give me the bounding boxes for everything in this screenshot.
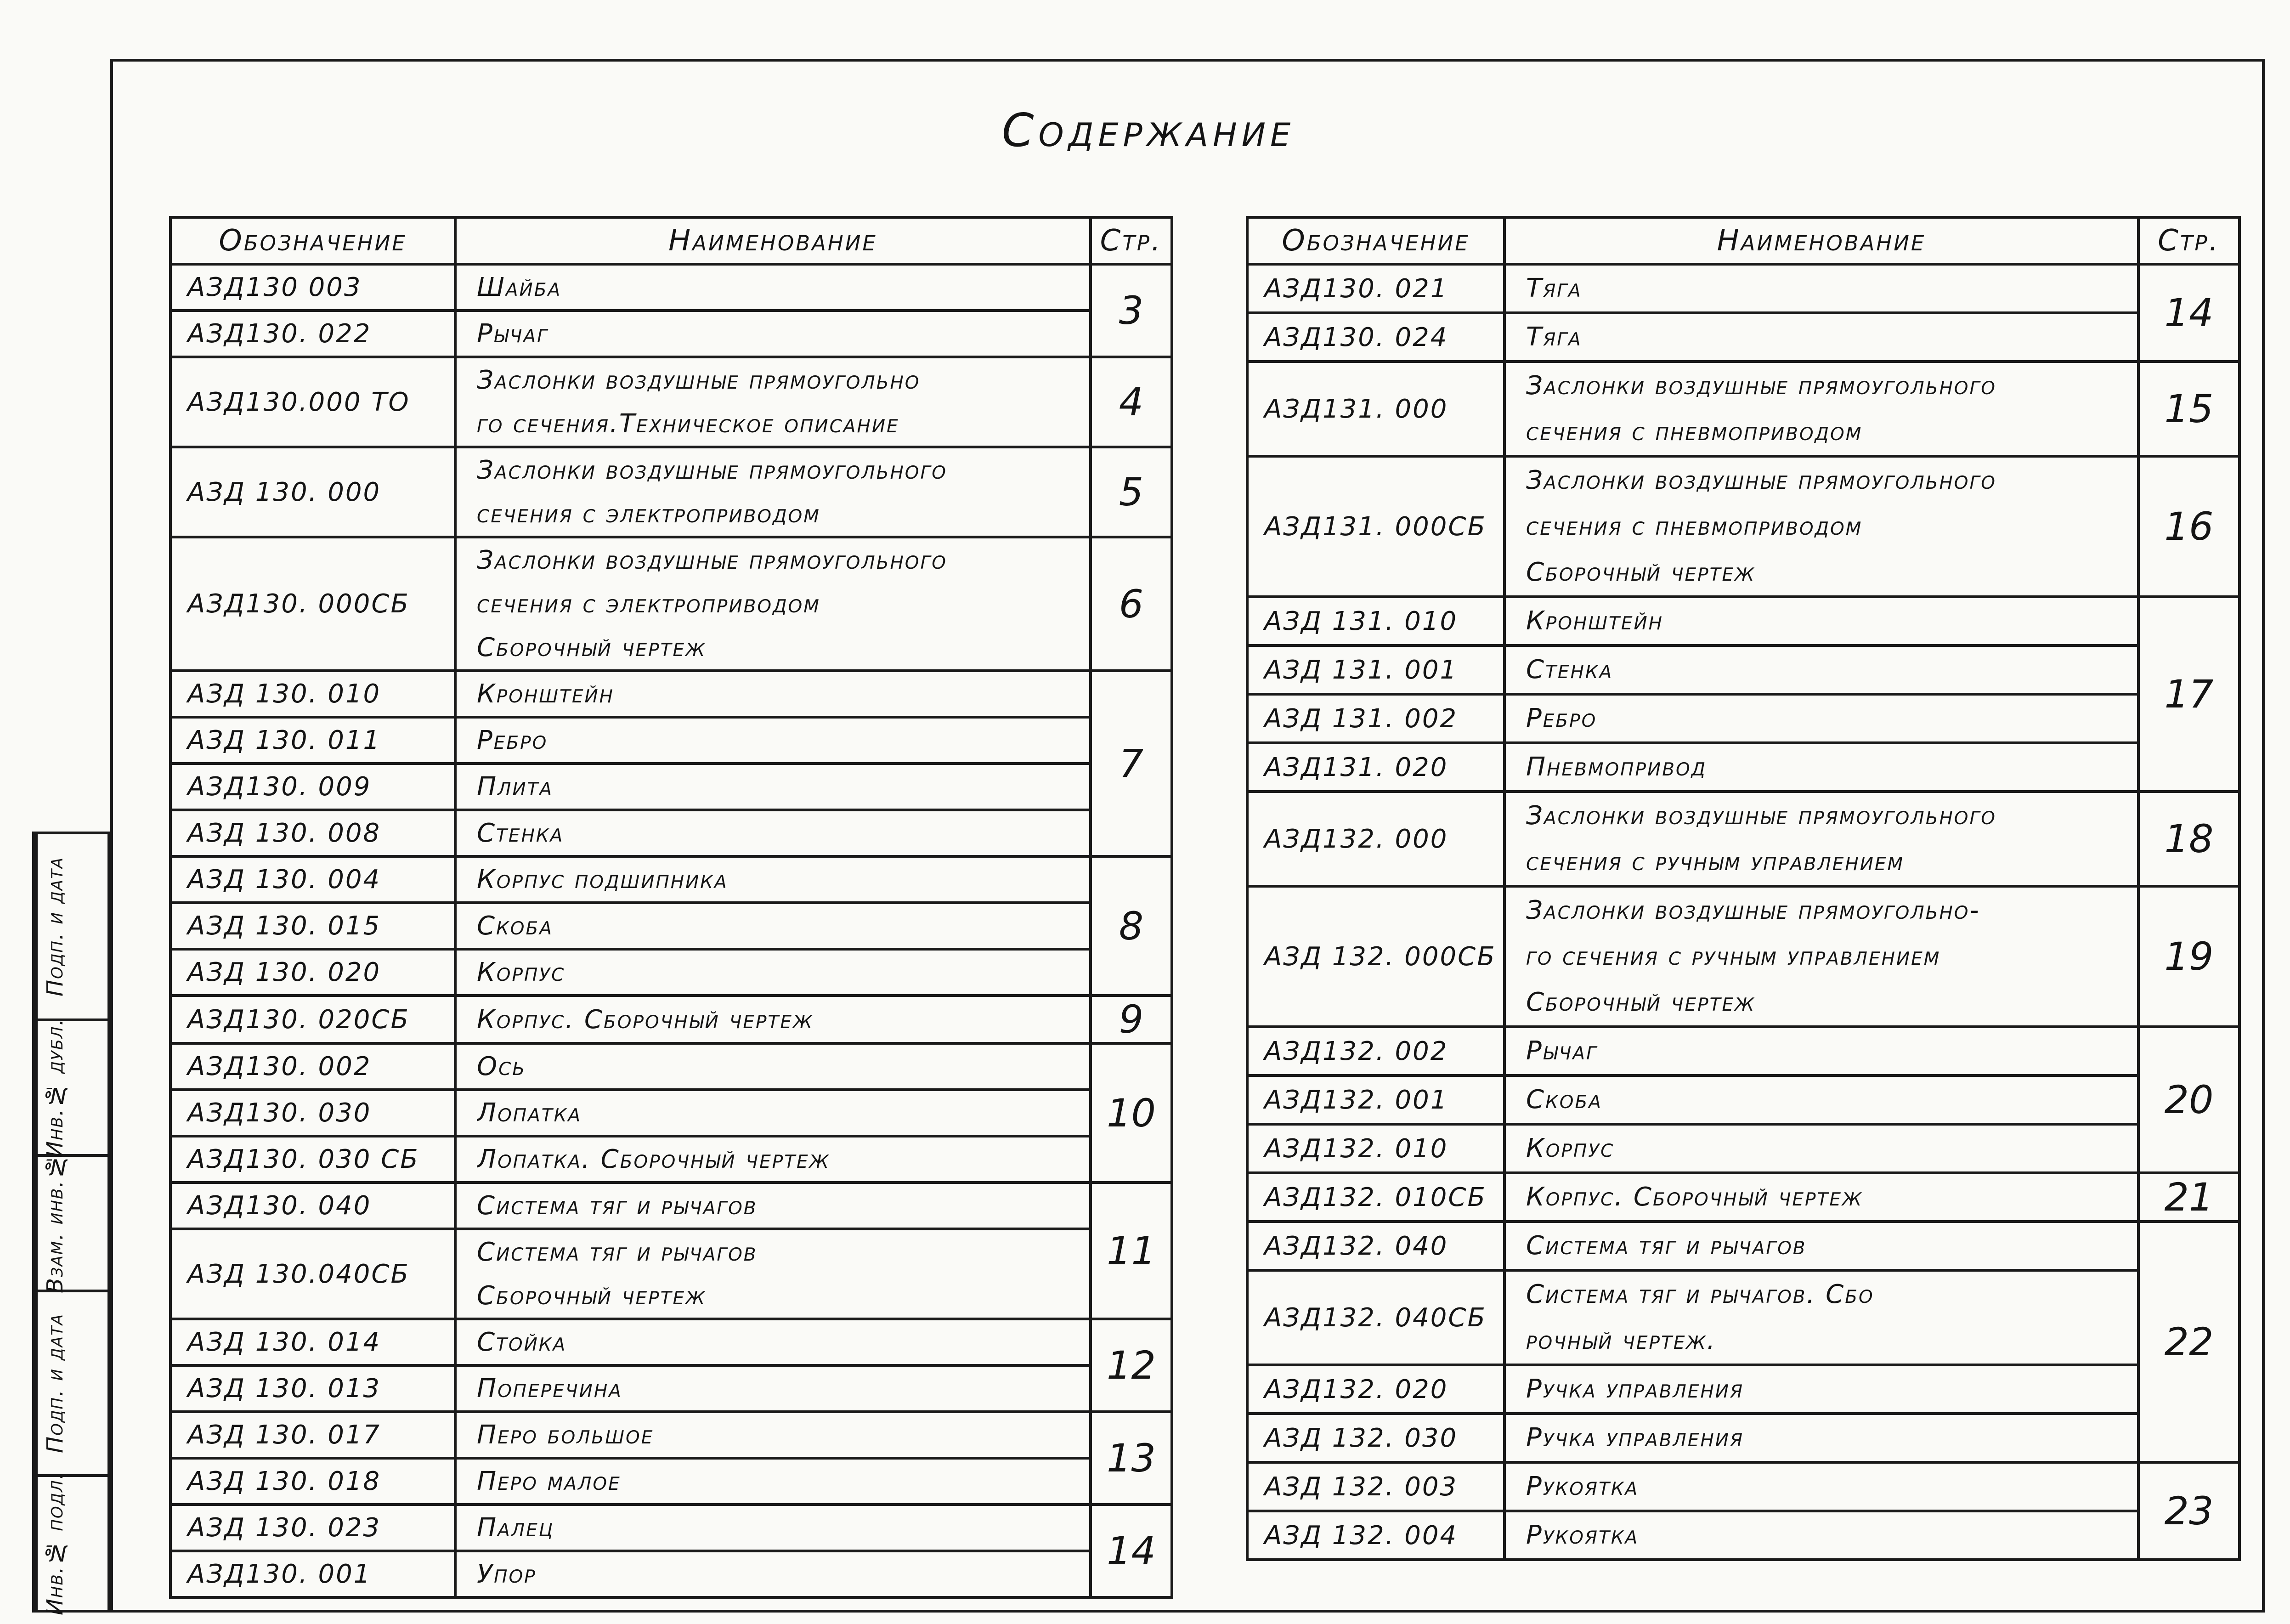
- name-line: Плита: [477, 772, 554, 802]
- name-cell: [455, 1365, 1091, 1412]
- name-line: Кронштейн: [477, 679, 614, 709]
- table-row: [170, 996, 1172, 1043]
- stamp-cell: [35, 1292, 107, 1477]
- page-cell: 23: [2138, 1462, 2239, 1560]
- stamp-cell: [35, 834, 107, 1021]
- name-line: Рычаг: [477, 319, 548, 349]
- table-row: [1247, 792, 2239, 886]
- frame-bottom-line: [32, 1610, 2265, 1613]
- page-cell: 8: [1091, 856, 1172, 996]
- name-line: Заслонки воздушные прямоугольного: [477, 455, 947, 485]
- name-line: Корпус: [477, 957, 565, 987]
- name-cell: [1504, 264, 2138, 313]
- name-line: Скоба: [1526, 1085, 1602, 1115]
- designation-cell: АЗД 132. 003: [1247, 1462, 1504, 1511]
- name-line: Кронштейн: [1526, 606, 1663, 636]
- designation-cell: АЗД130. 001: [170, 1551, 455, 1597]
- name-cell: [455, 810, 1091, 856]
- stamp-cell-label: Инв.№ подл.: [35, 1477, 73, 1610]
- designation-cell: АЗД130. 022: [170, 311, 455, 357]
- name-cell: [455, 949, 1091, 996]
- name-line: го сечения с ручным управлением: [1526, 941, 1941, 971]
- table-row: [1247, 1462, 2239, 1511]
- name-cell: [1504, 886, 2138, 1027]
- table-row: [170, 1090, 1172, 1136]
- name-cell: [1504, 1462, 2138, 1511]
- column-header-designation: Обозначение: [1247, 217, 1504, 264]
- designation-cell: АЗД132. 001: [1247, 1075, 1504, 1124]
- table-row: [170, 537, 1172, 671]
- name-line: Ручка управления: [1526, 1423, 1744, 1453]
- name-line: Стенка: [1526, 655, 1613, 685]
- designation-cell: АЗД132. 000: [1247, 792, 1504, 886]
- table-row: [1247, 1027, 2239, 1075]
- stamp-cell-blank: [73, 1477, 107, 1610]
- designation-cell: АЗД 130. 023: [170, 1505, 455, 1551]
- name-cell: [455, 671, 1091, 717]
- name-line: Стенка: [477, 818, 564, 848]
- table-row: [1247, 1511, 2239, 1560]
- table-row: [170, 357, 1172, 447]
- name-line: Палец: [477, 1513, 554, 1543]
- name-cell: [1504, 1222, 2138, 1270]
- column-header-page: Стр.: [2138, 217, 2239, 264]
- designation-cell: АЗД130. 000СБ: [170, 537, 455, 671]
- name-cell: [455, 1505, 1091, 1551]
- column-header-name: Наименование: [455, 217, 1091, 264]
- table-row: [170, 949, 1172, 996]
- table-row: [170, 1412, 1172, 1458]
- table-row: [1247, 313, 2239, 362]
- table-row: [1247, 1222, 2239, 1270]
- name-line: Система тяг и рычагов: [1526, 1231, 1807, 1261]
- designation-cell: АЗД 130. 008: [170, 810, 455, 856]
- name-cell: [1504, 792, 2138, 886]
- designation-cell: АЗД 131. 001: [1247, 645, 1504, 694]
- name-line: Лопатка. Сборочный чертеж: [477, 1144, 830, 1174]
- name-line: Рукоятка: [1526, 1471, 1639, 1501]
- table-row: [170, 1505, 1172, 1551]
- stamp-cell-label: Взам. инв.№: [35, 1157, 73, 1290]
- page-cell: 17: [2138, 597, 2239, 792]
- header-row: [170, 217, 1172, 264]
- designation-cell: АЗД132. 040СБ: [1247, 1270, 1504, 1365]
- page-cell: 9: [1091, 996, 1172, 1043]
- name-line: Ребро: [1526, 703, 1597, 733]
- frame-left-line: [110, 59, 113, 1613]
- page-cell: 7: [1091, 671, 1172, 856]
- name-cell: [455, 264, 1091, 311]
- name-cell: [455, 1043, 1091, 1090]
- name-line: Сборочный чертеж: [477, 633, 707, 662]
- page-cell: 13: [1091, 1412, 1172, 1505]
- table-row: [1247, 1414, 2239, 1462]
- designation-cell: АЗД 130. 013: [170, 1365, 455, 1412]
- name-line: Перо малое: [477, 1466, 621, 1496]
- name-line: Тяга: [1526, 273, 1582, 303]
- name-cell: [455, 903, 1091, 949]
- name-line: Скоба: [477, 911, 553, 941]
- designation-cell: АЗД 130. 018: [170, 1458, 455, 1505]
- designation-cell: АЗД 130. 011: [170, 717, 455, 764]
- name-line: Заслонки воздушные прямоугольно: [477, 365, 921, 395]
- frame-top-line: [110, 59, 2265, 62]
- page-cell: 12: [1091, 1319, 1172, 1412]
- table-row: [170, 856, 1172, 903]
- toc-table-left: [169, 216, 1173, 1599]
- designation-cell: АЗД 131. 010: [1247, 597, 1504, 645]
- page-cell: 22: [2138, 1222, 2239, 1462]
- header-row: [1247, 217, 2239, 264]
- designation-cell: АЗД131. 000СБ: [1247, 456, 1504, 597]
- name-line: сечения с электроприводом: [477, 589, 820, 619]
- designation-cell: АЗД 130.040СБ: [170, 1229, 455, 1319]
- designation-cell: АЗД 132. 004: [1247, 1511, 1504, 1560]
- name-cell: [1504, 313, 2138, 362]
- page-cell: 21: [2138, 1173, 2239, 1222]
- name-line: Тяга: [1526, 322, 1582, 352]
- page-cell: 16: [2138, 456, 2239, 597]
- name-line: го сечения.Техническое описание: [477, 409, 899, 439]
- designation-cell: АЗД 130. 014: [170, 1319, 455, 1365]
- name-line: Корпус. Сборочный чертеж: [1526, 1182, 1863, 1212]
- page-cell: 5: [1091, 447, 1172, 537]
- table-row: [170, 1043, 1172, 1090]
- name-cell: [1504, 1124, 2138, 1173]
- table-row: [1247, 645, 2239, 694]
- designation-cell: АЗД 132. 000СБ: [1247, 886, 1504, 1027]
- stamp-cell-blank: [73, 834, 107, 1019]
- name-cell: [1504, 743, 2138, 792]
- name-cell: [455, 357, 1091, 447]
- page-cell: 10: [1091, 1043, 1172, 1183]
- designation-cell: АЗД130. 002: [170, 1043, 455, 1090]
- page-cell: 11: [1091, 1183, 1172, 1319]
- designation-cell: АЗД130.000 ТО: [170, 357, 455, 447]
- table-row: [170, 717, 1172, 764]
- designation-cell: АЗД132. 010СБ: [1247, 1173, 1504, 1222]
- name-line: сечения с электроприводом: [477, 499, 820, 529]
- table-row: [170, 903, 1172, 949]
- stamp-cell-blank: [73, 1157, 107, 1290]
- designation-cell: АЗД132. 040: [1247, 1222, 1504, 1270]
- name-line: Корпус. Сборочный чертеж: [477, 1004, 814, 1035]
- name-line: Пневмопривод: [1526, 752, 1707, 782]
- page-cell: 6: [1091, 537, 1172, 671]
- name-line: Заслонки воздушные прямоугольного: [477, 545, 947, 575]
- table-row: [170, 447, 1172, 537]
- table-row: [170, 1183, 1172, 1229]
- name-cell: [1504, 1414, 2138, 1462]
- name-line: Рукоятка: [1526, 1520, 1639, 1550]
- name-line: сечения с пневмоприводом: [1526, 417, 1863, 447]
- designation-cell: АЗД131. 000: [1247, 362, 1504, 456]
- designation-cell: АЗД130. 024: [1247, 313, 1504, 362]
- name-cell: [455, 1551, 1091, 1597]
- page-cell: 18: [2138, 792, 2239, 886]
- name-line: Корпус подшипника: [477, 865, 728, 894]
- name-cell: [455, 1229, 1091, 1319]
- page-cell: 15: [2138, 362, 2239, 456]
- table-row: [1247, 456, 2239, 597]
- name-line: Рычаг: [1526, 1036, 1598, 1066]
- name-cell: [455, 1412, 1091, 1458]
- table-row: [170, 1319, 1172, 1365]
- name-line: Система тяг и рычагов: [477, 1237, 758, 1267]
- table-row: [1247, 1173, 2239, 1222]
- name-line: Заслонки воздушные прямоугольного: [1526, 801, 1996, 831]
- table-row: [170, 1136, 1172, 1183]
- table-row: [1247, 264, 2239, 313]
- name-line: Стойка: [477, 1327, 567, 1357]
- name-line: Сборочный чертеж: [1526, 557, 1756, 587]
- stamp-cell-blank: [73, 1021, 107, 1154]
- page-cell: 20: [2138, 1027, 2239, 1173]
- name-cell: [1504, 694, 2138, 743]
- designation-cell: АЗД 130. 004: [170, 856, 455, 903]
- designation-cell: АЗД 130. 015: [170, 903, 455, 949]
- table-row: [170, 1365, 1172, 1412]
- designation-cell: АЗД132. 010: [1247, 1124, 1504, 1173]
- name-cell: [1504, 1027, 2138, 1075]
- table-row: [170, 1229, 1172, 1319]
- designation-cell: АЗД130. 009: [170, 764, 455, 810]
- name-cell: [455, 717, 1091, 764]
- name-line: Перо большое: [477, 1420, 654, 1450]
- name-line: сечения с пневмоприводом: [1526, 511, 1863, 541]
- column-header-page: Стр.: [1091, 217, 1172, 264]
- designation-cell: АЗД132. 020: [1247, 1365, 1504, 1414]
- table-row: [1247, 743, 2239, 792]
- name-cell: [455, 1458, 1091, 1505]
- designation-cell: АЗД130. 020СБ: [170, 996, 455, 1043]
- name-cell: [1504, 597, 2138, 645]
- name-cell: [455, 1183, 1091, 1229]
- table-row: [1247, 886, 2239, 1027]
- name-cell: [1504, 645, 2138, 694]
- name-cell: [455, 1090, 1091, 1136]
- column-header-name: Наименование: [1504, 217, 2138, 264]
- table-row: [170, 810, 1172, 856]
- stamp-cell: [35, 1471, 107, 1616]
- stamp-cell-label: Инв.№ дубл.: [35, 1021, 73, 1154]
- name-line: Лопатка: [477, 1098, 582, 1128]
- designation-cell: АЗД 130. 017: [170, 1412, 455, 1458]
- name-line: Заслонки воздушные прямоугольного: [1526, 371, 1996, 401]
- name-line: сечения с ручным управлением: [1526, 847, 1905, 877]
- name-line: Заслонки воздушные прямоугольно-: [1526, 895, 1980, 925]
- designation-cell: АЗД130. 040: [170, 1183, 455, 1229]
- page-cell: 14: [1091, 1505, 1172, 1597]
- name-cell: [455, 996, 1091, 1043]
- table-row: [1247, 1365, 2239, 1414]
- table-row: [1247, 1270, 2239, 1365]
- name-line: Система тяг и рычагов. Сбо: [1526, 1279, 1874, 1309]
- name-line: Поперечина: [477, 1374, 622, 1403]
- stamp-cell-label: Подп. и дата: [35, 834, 73, 1019]
- designation-cell: АЗД 130. 020: [170, 949, 455, 996]
- table-row: [170, 1458, 1172, 1505]
- designation-cell: АЗД 130. 010: [170, 671, 455, 717]
- table-row: [170, 764, 1172, 810]
- page-title: Содержание: [1001, 103, 1295, 157]
- toc-table-right: [1246, 216, 2241, 1561]
- name-line: Ось: [477, 1052, 526, 1081]
- designation-cell: АЗД130 003: [170, 264, 455, 311]
- name-cell: [1504, 1173, 2138, 1222]
- stamp-cell: [35, 1018, 107, 1158]
- name-cell: [1504, 1511, 2138, 1560]
- designation-cell: АЗД 130. 000: [170, 447, 455, 537]
- stamp-cell-label: Подп. и дата: [35, 1292, 73, 1474]
- designation-cell: АЗД130. 021: [1247, 264, 1504, 313]
- name-cell: [455, 856, 1091, 903]
- name-cell: [455, 537, 1091, 671]
- margin-stamp-column: [32, 832, 110, 1616]
- page-cell: 19: [2138, 886, 2239, 1027]
- designation-cell: АЗД132. 002: [1247, 1027, 1504, 1075]
- name-line: Корпус: [1526, 1133, 1615, 1163]
- name-cell: [1504, 1075, 2138, 1124]
- name-cell: [1504, 1270, 2138, 1365]
- name-cell: [455, 1319, 1091, 1365]
- designation-cell: АЗД 131. 002: [1247, 694, 1504, 743]
- name-line: Сборочный чертеж: [477, 1281, 707, 1311]
- table-row: [1247, 694, 2239, 743]
- table-row: [1247, 597, 2239, 645]
- name-line: Система тяг и рычагов: [477, 1191, 758, 1221]
- name-line: Ребро: [477, 725, 548, 755]
- designation-cell: АЗД131. 020: [1247, 743, 1504, 792]
- stamp-cell-blank: [73, 1292, 107, 1474]
- name-cell: [1504, 456, 2138, 597]
- name-line: Шайба: [477, 272, 562, 302]
- page-cell: 4: [1091, 357, 1172, 447]
- table-row: [1247, 1124, 2239, 1173]
- table-row: [170, 1551, 1172, 1597]
- stamp-cell: [35, 1153, 107, 1294]
- designation-cell: АЗД 132. 030: [1247, 1414, 1504, 1462]
- table-row: [170, 671, 1172, 717]
- table-row: [170, 311, 1172, 357]
- name-line: Сборочный чертеж: [1526, 987, 1756, 1017]
- name-cell: [455, 447, 1091, 537]
- designation-cell: АЗД130. 030: [170, 1090, 455, 1136]
- table-row: [170, 264, 1172, 311]
- name-cell: [455, 764, 1091, 810]
- name-cell: [1504, 362, 2138, 456]
- page-cell: 3: [1091, 264, 1172, 357]
- name-cell: [455, 1136, 1091, 1183]
- designation-cell: АЗД130. 030 СБ: [170, 1136, 455, 1183]
- table-row: [1247, 1075, 2239, 1124]
- name-line: Упор: [477, 1559, 537, 1589]
- page-cell: 14: [2138, 264, 2239, 362]
- column-header-designation: Обозначение: [170, 217, 455, 264]
- name-line: Заслонки воздушные прямоугольного: [1526, 465, 1996, 495]
- name-cell: [455, 311, 1091, 357]
- table-row: [1247, 362, 2239, 456]
- name-line: рочный чертеж.: [1526, 1325, 1717, 1355]
- frame-right-line: [2262, 59, 2265, 1613]
- name-cell: [1504, 1365, 2138, 1414]
- name-line: Ручка управления: [1526, 1374, 1744, 1404]
